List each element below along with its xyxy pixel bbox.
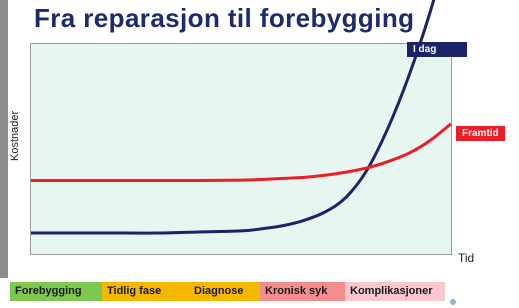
x-axis-label: Tid [458,251,475,265]
page-title: Fra reparasjon til forebygging [34,3,415,33]
legend-framtid: Framtid [456,126,505,141]
phase-tidlig-fase: Tidlig fase [102,282,189,301]
phase-bar [10,282,445,301]
legend-i-dag: I dag [407,42,467,57]
phase-komplikasjoner: Komplikasjoner [345,282,445,301]
phase-kronisk-syk: Kronisk syk [260,282,345,301]
y-axis-label: Kostnader [9,110,21,161]
phase-diagnose: Diagnose [189,282,260,301]
series-line-framtid [31,124,451,181]
phase-forebygging: Forebygging [10,282,102,301]
slide-indicator-dot [450,299,456,305]
series-line-i-dag [31,0,451,233]
